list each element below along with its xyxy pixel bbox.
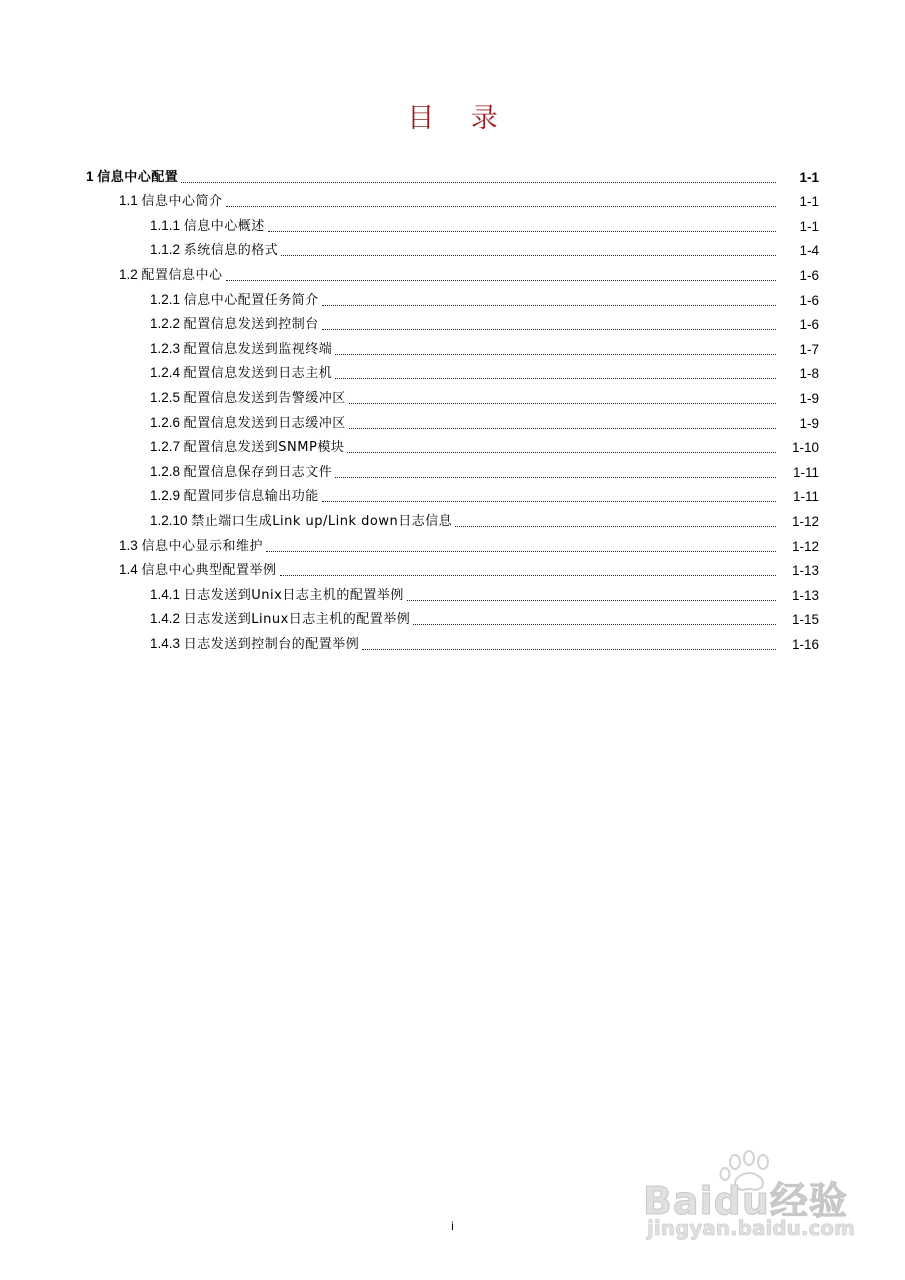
toc-entry-page: 1-10 <box>791 440 819 456</box>
dot-leader <box>362 649 776 650</box>
toc-entry[interactable] <box>0 213 905 238</box>
toc-entry-label: 配置同步信息输出功能 <box>183 489 319 505</box>
toc-entry-number: 1.3 <box>119 537 142 553</box>
toc-entry[interactable] <box>0 435 905 460</box>
toc-entry[interactable] <box>0 459 905 484</box>
toc-entry-text <box>150 217 265 236</box>
toc-entry-number: 1.2.7 <box>150 439 184 455</box>
toc-entry-label: 信息中心显示和维护 <box>141 538 264 554</box>
toc-entry-number: 1.2.1 <box>150 291 184 307</box>
dot-leader <box>268 231 776 232</box>
toc-entry[interactable] <box>0 336 905 361</box>
dot-leader <box>335 354 776 355</box>
toc-entry-number: 1.1.2 <box>150 242 184 258</box>
toc-entry-label: 日志发送到控制台的配置举例 <box>183 636 360 652</box>
toc-entry-number: 1.1.1 <box>150 217 184 233</box>
toc-entry-text <box>150 364 332 383</box>
toc-entry-label: 配置信息发送到告警缓冲区 <box>183 390 346 406</box>
dot-leader <box>349 428 776 429</box>
toc-entry-page: 1-12 <box>791 538 819 554</box>
watermark-brand: Baidu经验 <box>643 1179 848 1223</box>
toc-entry-page: 1-6 <box>799 292 819 308</box>
toc-entry-text <box>150 635 359 654</box>
toc-entry[interactable] <box>0 385 905 410</box>
dot-leader <box>322 501 776 502</box>
toc-entry-text <box>150 241 278 260</box>
toc-entry-label: 日志发送到Linux日志主机的配置举例 <box>183 612 411 628</box>
toc-entry[interactable] <box>0 238 905 263</box>
table-of-contents <box>0 164 905 656</box>
toc-entry-text <box>150 389 346 408</box>
toc-entry-page: 1-1 <box>799 218 819 234</box>
toc-entry-page: 1-6 <box>799 317 819 333</box>
toc-entry-page: 1-11 <box>792 489 819 505</box>
toc-entry-page: 1-12 <box>791 513 819 529</box>
toc-entry-label: 日志发送到Unix日志主机的配置举例 <box>183 587 404 603</box>
toc-entry-text <box>119 537 263 556</box>
toc-entry-page: 1-13 <box>791 587 819 603</box>
toc-entry-label: 配置信息发送到日志主机 <box>183 366 333 382</box>
toc-entry[interactable] <box>0 484 905 509</box>
toc-entry[interactable] <box>0 262 905 287</box>
toc-entry-page: 1-8 <box>799 366 819 382</box>
toc-entry-label: 配置信息中心 <box>141 267 223 283</box>
toc-entry-number: 1.2.8 <box>150 463 184 479</box>
dot-leader <box>455 526 776 527</box>
dot-leader <box>322 329 776 330</box>
toc-entry[interactable] <box>0 164 905 189</box>
toc-entry-page: 1-1 <box>799 194 819 210</box>
toc-entry-number: 1.1 <box>119 193 142 209</box>
toc-entry[interactable] <box>0 582 905 607</box>
dot-leader <box>347 452 776 453</box>
toc-entry-text <box>150 463 332 482</box>
toc-entry-text <box>150 438 344 457</box>
toc-entry[interactable] <box>0 631 905 656</box>
dot-leader <box>335 378 776 379</box>
toc-entry-number: 1.2.2 <box>150 316 184 332</box>
toc-entry-label: 配置信息发送到日志缓冲区 <box>183 415 346 431</box>
toc-entry-label: 配置信息发送到SNMP模块 <box>183 440 345 456</box>
toc-entry-page: 1-15 <box>791 612 819 628</box>
dot-leader <box>407 600 776 601</box>
toc-entry-number: 1.4 <box>119 562 142 578</box>
toc-entry[interactable] <box>0 508 905 533</box>
watermark-url: jingyan.baidu.com <box>647 1216 855 1240</box>
toc-entry-page: 1-11 <box>792 464 819 480</box>
dot-leader <box>266 551 776 552</box>
toc-entry-text <box>119 192 223 211</box>
dot-leader <box>226 206 776 207</box>
toc-entry-text <box>150 340 332 359</box>
toc-entry-page: 1-6 <box>799 267 819 283</box>
dot-leader <box>280 575 776 576</box>
toc-entry-page: 1-9 <box>799 415 819 431</box>
toc-entry-text <box>119 266 223 285</box>
toc-entry[interactable] <box>0 312 905 337</box>
toc-entry[interactable] <box>0 361 905 386</box>
toc-entry-page: 1-13 <box>791 563 819 579</box>
toc-entry-number: 1.2 <box>119 266 142 282</box>
toc-entry-text <box>150 291 319 310</box>
toc-entry-text <box>119 561 277 580</box>
toc-entry[interactable] <box>0 607 905 632</box>
toc-entry-number: 1.2.4 <box>150 365 184 381</box>
toc-entry-label: 信息中心配置 <box>97 169 179 185</box>
toc-entry-text <box>86 168 178 187</box>
toc-entry-number: 1.4.3 <box>150 635 184 651</box>
page-title: 目 录 <box>407 103 512 134</box>
toc-entry-label: 信息中心简介 <box>141 194 223 210</box>
toc-entry-label: 系统信息的格式 <box>183 243 279 259</box>
toc-entry[interactable] <box>0 287 905 312</box>
toc-entry-page: 1-7 <box>799 341 819 357</box>
toc-entry-number: 1 <box>86 168 98 184</box>
page-number: i <box>451 1219 454 1233</box>
toc-entry-number: 1.2.9 <box>150 488 184 504</box>
toc-entry[interactable] <box>0 558 905 583</box>
dot-leader <box>181 182 776 183</box>
dot-leader <box>281 255 776 256</box>
dot-leader <box>335 477 776 478</box>
toc-entry-text <box>150 610 410 629</box>
toc-entry-page: 1-1 <box>799 169 819 185</box>
toc-entry[interactable] <box>0 410 905 435</box>
toc-entry-number: 1.4.2 <box>150 611 184 627</box>
toc-entry-number: 1.2.10 <box>150 512 192 528</box>
dot-leader <box>226 280 776 281</box>
dot-leader <box>349 403 776 404</box>
toc-entry-label: 配置信息发送到监视终端 <box>183 341 333 357</box>
toc-entry-number: 1.2.5 <box>150 389 184 405</box>
toc-entry-page: 1-16 <box>791 636 819 652</box>
toc-entry[interactable] <box>0 189 905 214</box>
toc-entry[interactable] <box>0 533 905 558</box>
toc-entry-label: 禁止端口生成Link up/Link down日志信息 <box>191 513 453 529</box>
baidu-watermark-logo <box>643 1148 853 1248</box>
toc-entry-page: 1-9 <box>799 390 819 406</box>
toc-entry-label: 信息中心配置任务简介 <box>183 292 319 308</box>
toc-entry-label: 信息中心概述 <box>183 218 265 234</box>
toc-entry-number: 1.2.3 <box>150 340 184 356</box>
dot-leader <box>413 624 776 625</box>
toc-entry-text <box>150 414 346 433</box>
toc-entry-number: 1.2.6 <box>150 414 184 430</box>
toc-entry-text <box>150 315 319 334</box>
toc-entry-text <box>150 586 404 605</box>
toc-entry-label: 配置信息发送到控制台 <box>183 317 319 333</box>
dot-leader <box>322 305 776 306</box>
toc-entry-label: 配置信息保存到日志文件 <box>183 464 333 480</box>
toc-entry-page: 1-4 <box>799 243 819 259</box>
toc-entry-text <box>150 512 452 531</box>
toc-entry-label: 信息中心典型配置举例 <box>141 563 277 579</box>
toc-entry-number: 1.4.1 <box>150 586 184 602</box>
toc-entry-text <box>150 487 319 506</box>
